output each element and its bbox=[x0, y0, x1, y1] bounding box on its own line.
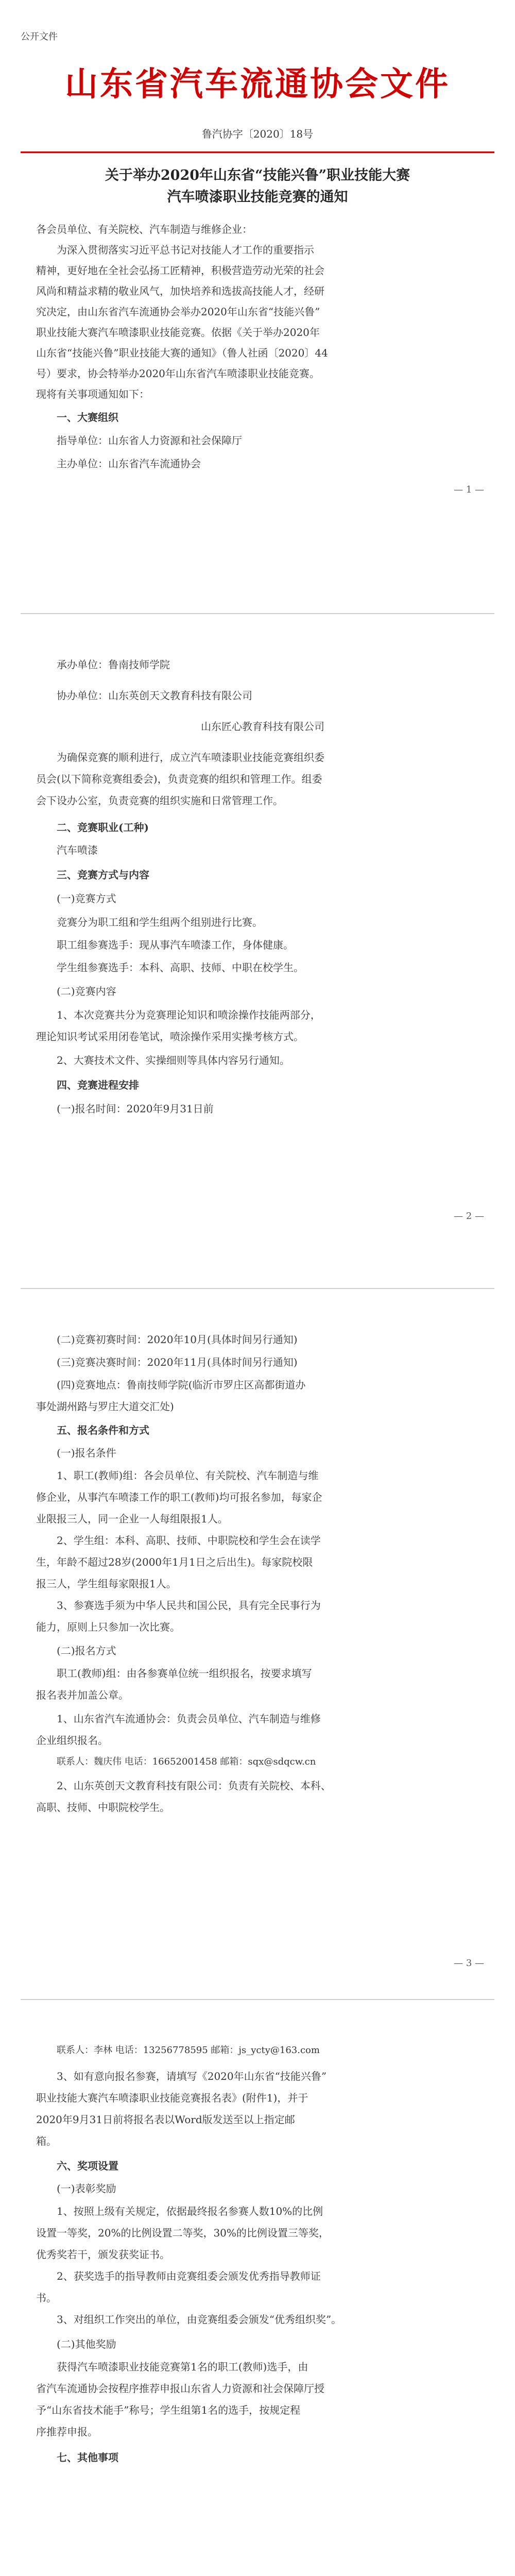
page-number: — 3 — bbox=[454, 1958, 484, 1969]
body-line: 1、职工(教师)组：各会员单位、有关院校、汽车制造与维 bbox=[57, 1469, 319, 1482]
body-line: 报三人，学生组每家限报1人。 bbox=[36, 1578, 177, 1590]
intro-line: 现将有关事项通知如下： bbox=[36, 388, 149, 400]
recipients: 各会员单位、有关院校、汽车制造与维修企业： bbox=[36, 223, 252, 235]
body-line: 报名表并加盖公章。 bbox=[36, 1689, 129, 1701]
sub-title: (一)报名条件 bbox=[57, 1447, 116, 1459]
page-separator bbox=[21, 1999, 494, 2000]
sub-title: (二)报名方式 bbox=[57, 1645, 116, 1657]
intro-line: 风尚和精益求精的敬业风气，加快培养和选拔高技能人才，经研 bbox=[36, 285, 324, 297]
notice-title-line1: 关于举办2020年山东省“技能兴鲁”职业技能大赛 bbox=[105, 167, 410, 183]
page-1 bbox=[0, 0, 515, 598]
body-line: 修企业，从事汽车喷漆工作的职工(教师)均可报名参加，每家企 bbox=[36, 1491, 322, 1503]
body-line: 职工(教师)组：由各参赛单位统一组织报名，按要求填写 bbox=[57, 1667, 312, 1680]
intro-line: 精神，更好地在全社会弘扬工匠精神，积极营造劳动光荣的社会 bbox=[36, 264, 324, 277]
sub-title: (一)表彰奖励 bbox=[57, 2182, 116, 2195]
contact-line: 1、山东省汽车流通协会：负责会员单位、汽车制造与维修 bbox=[57, 1713, 321, 1725]
doc-number: 鲁汽协字〔2020〕18号 bbox=[201, 128, 314, 140]
intro-line: 山东省“技能兴鲁”职业技能大赛的通知》（鲁人社函〔2020〕44 bbox=[36, 347, 328, 359]
contact-line: 2、山东英创天文教育科技有限公司：负责有关院校、本科、 bbox=[57, 1780, 331, 1792]
schedule-item: 事处湖州路与罗庄大道交汇处) bbox=[36, 1400, 174, 1413]
body-line: 获得汽车喷漆职业技能竞赛第1名的职工(教师)选手，由 bbox=[57, 2361, 308, 2373]
sub-title: (二)竞赛内容 bbox=[57, 985, 116, 997]
org-title: 山东省汽车流通协会文件 bbox=[65, 65, 450, 104]
job-item: 汽车喷漆 bbox=[57, 844, 98, 856]
body-line: 优秀奖若干，颁发获奖证书。 bbox=[36, 2248, 170, 2261]
schedule-item: (二)竞赛初赛时间：2020年10月(具体时间另行通知) bbox=[57, 1333, 298, 1346]
sub-title: (一)竞赛方式 bbox=[57, 892, 116, 905]
committee-line: 为确保竞赛的顺利进行，成立汽车喷漆职业技能竞赛组织委 bbox=[57, 751, 324, 764]
body-line: 生，年龄不超过28岁(2000年1月1日之后出生)。每家院校限 bbox=[36, 1556, 313, 1568]
red-divider bbox=[21, 151, 494, 153]
body-line: 书。 bbox=[36, 2292, 57, 2304]
body-line: 职业技能大赛汽车喷漆职业技能竞赛报名表》(附件1)，并于 bbox=[36, 2092, 308, 2104]
host-unit: 指导单位：山东省人力资源和社会保障厅 bbox=[57, 434, 242, 447]
body-line: 2、学生组：本科、高职、技师、中职院校和学生会在读学 bbox=[57, 1534, 321, 1547]
section-title: 六、奖项设置 bbox=[57, 2160, 118, 2172]
contact-info: 联系人：魏庆伟 电话：16652001458 邮箱：sqx@sdqcw.cn bbox=[57, 1756, 316, 1767]
contact-info: 联系人：李林 电话：13256778595 邮箱：js_ycty@163.com bbox=[57, 2045, 320, 2056]
undertake-unit: 承办单位：鲁南技师学院 bbox=[57, 658, 170, 671]
co-organizer: 协办单位：山东英创天文教育科技有限公司 bbox=[57, 689, 252, 702]
body-line: 省汽车流通协会按程序推荐申报山东省人力资源和社会保障厅授 bbox=[36, 2382, 324, 2395]
intro-line: 号）要求，协会特举办2020年山东省汽车喷漆职业技能竞赛。 bbox=[36, 367, 320, 380]
body-line: 2、大赛技术文件、实操细则等具体内容另行通知。 bbox=[57, 1054, 290, 1066]
contact-line: 企业组织报名。 bbox=[36, 1734, 108, 1747]
notice-title-line2: 汽车喷漆职业技能竞赛的通知 bbox=[167, 189, 348, 205]
body-line: 3、对组织工作突出的单位，由竞赛组委会颁发“优秀组织奖”。 bbox=[57, 2313, 342, 2326]
committee-line: 员会(以下简称竞赛组委会)，负责竞赛的组织和管理工作。组委 bbox=[36, 773, 322, 785]
body-line: 1、本次竞赛共分为竞赛理论知识和喷涂操作技能两部分， bbox=[57, 1009, 321, 1021]
body-line: 设置一等奖，20%的比例设置二等奖，30%的比例设置三等奖， bbox=[36, 2227, 329, 2239]
page-3 bbox=[0, 1309, 515, 1989]
body-line: 序推荐申报。 bbox=[36, 2426, 98, 2438]
section-title: 一、大赛组织 bbox=[57, 411, 118, 423]
body-line: 箱。 bbox=[36, 2135, 57, 2147]
body-line: 能力，原则上只参加一次比赛。 bbox=[36, 1621, 180, 1633]
body-line: 2、获奖选手的指导教师由竞赛组委会颁发优秀指导教师证 bbox=[57, 2270, 321, 2282]
body-line: 学生组参赛选手：本科、高职、技师、中职在校学生。 bbox=[57, 961, 304, 974]
body-line: 予“山东省技术能手”称号；学生组第1名的选手，按规定程 bbox=[36, 2404, 301, 2416]
body-line: 理论知识考试采用闭卷笔试，喷涂操作采用实操考核方式。 bbox=[36, 1030, 304, 1043]
organizer-unit: 主办单位：山东省汽车流通协会 bbox=[57, 457, 201, 470]
section-title: 五、报名条件和方式 bbox=[57, 1424, 149, 1436]
schedule-item: (一)报名时间：2020年9月31日前 bbox=[57, 1103, 214, 1115]
section-title: 七、其他事项 bbox=[57, 2451, 118, 2464]
section-title: 二、竞赛职业(工种) bbox=[57, 821, 149, 834]
intro-line: 职业技能大赛汽车喷漆职业技能竞赛。依据《关于举办2020年 bbox=[36, 326, 320, 338]
page-separator bbox=[21, 1288, 494, 1289]
body-line: 业限报三人，同一企业一人每组限报1人。 bbox=[36, 1513, 228, 1525]
sub-title: (二)其他奖励 bbox=[57, 2338, 116, 2350]
co-organizer: 山东匠心教育科技有限公司 bbox=[201, 720, 324, 733]
page-number: — 2 — bbox=[454, 1211, 484, 1222]
contact-line: 高职、技师、中职院校学生。 bbox=[36, 1801, 170, 1814]
page-4 bbox=[0, 2020, 515, 2576]
intro-line: 为深入贯彻落实习近平总书记对技能人才工作的重要指示 bbox=[57, 244, 314, 256]
section-title: 三、竞赛方式与内容 bbox=[57, 869, 149, 881]
public-label: 公开文件 bbox=[21, 31, 58, 42]
section-title: 四、竞赛进程安排 bbox=[57, 1079, 139, 1091]
schedule-item: (四)竞赛地点：鲁南技师学院(临沂市罗庄区高都街道办 bbox=[57, 1379, 306, 1391]
page-number: — 1 — bbox=[454, 484, 484, 495]
body-line: 2020年9月31日前将报名表以Word版发送至以上指定邮 bbox=[36, 2113, 295, 2126]
intro-line: 究决定，由山东省汽车流通协会举办2020年山东省“技能兴鲁” bbox=[36, 306, 320, 318]
body-line: 3、参赛选手须为中华人民共和国公民，具有完全民事行为 bbox=[57, 1599, 321, 1612]
page-separator bbox=[21, 613, 494, 614]
schedule-item: (三)竞赛决赛时间：2020年11月(具体时间另行通知) bbox=[57, 1356, 298, 1368]
committee-line: 会下设办公室，负责竞赛的组织实施和日常管理工作。 bbox=[36, 794, 283, 807]
page-2 bbox=[0, 634, 515, 1278]
body-line: 3、如有意向报名参赛，请填写《2020年山东省“技能兴鲁” bbox=[57, 2070, 327, 2082]
body-line: 1、按照上级有关规定，依据最终报名参赛人数10%的比例 bbox=[57, 2205, 323, 2217]
body-line: 职工组参赛选手：现从事汽车喷漆工作，身体健康。 bbox=[57, 939, 294, 951]
body-line: 竞赛分为职工组和学生组两个组别进行比赛。 bbox=[57, 916, 263, 928]
